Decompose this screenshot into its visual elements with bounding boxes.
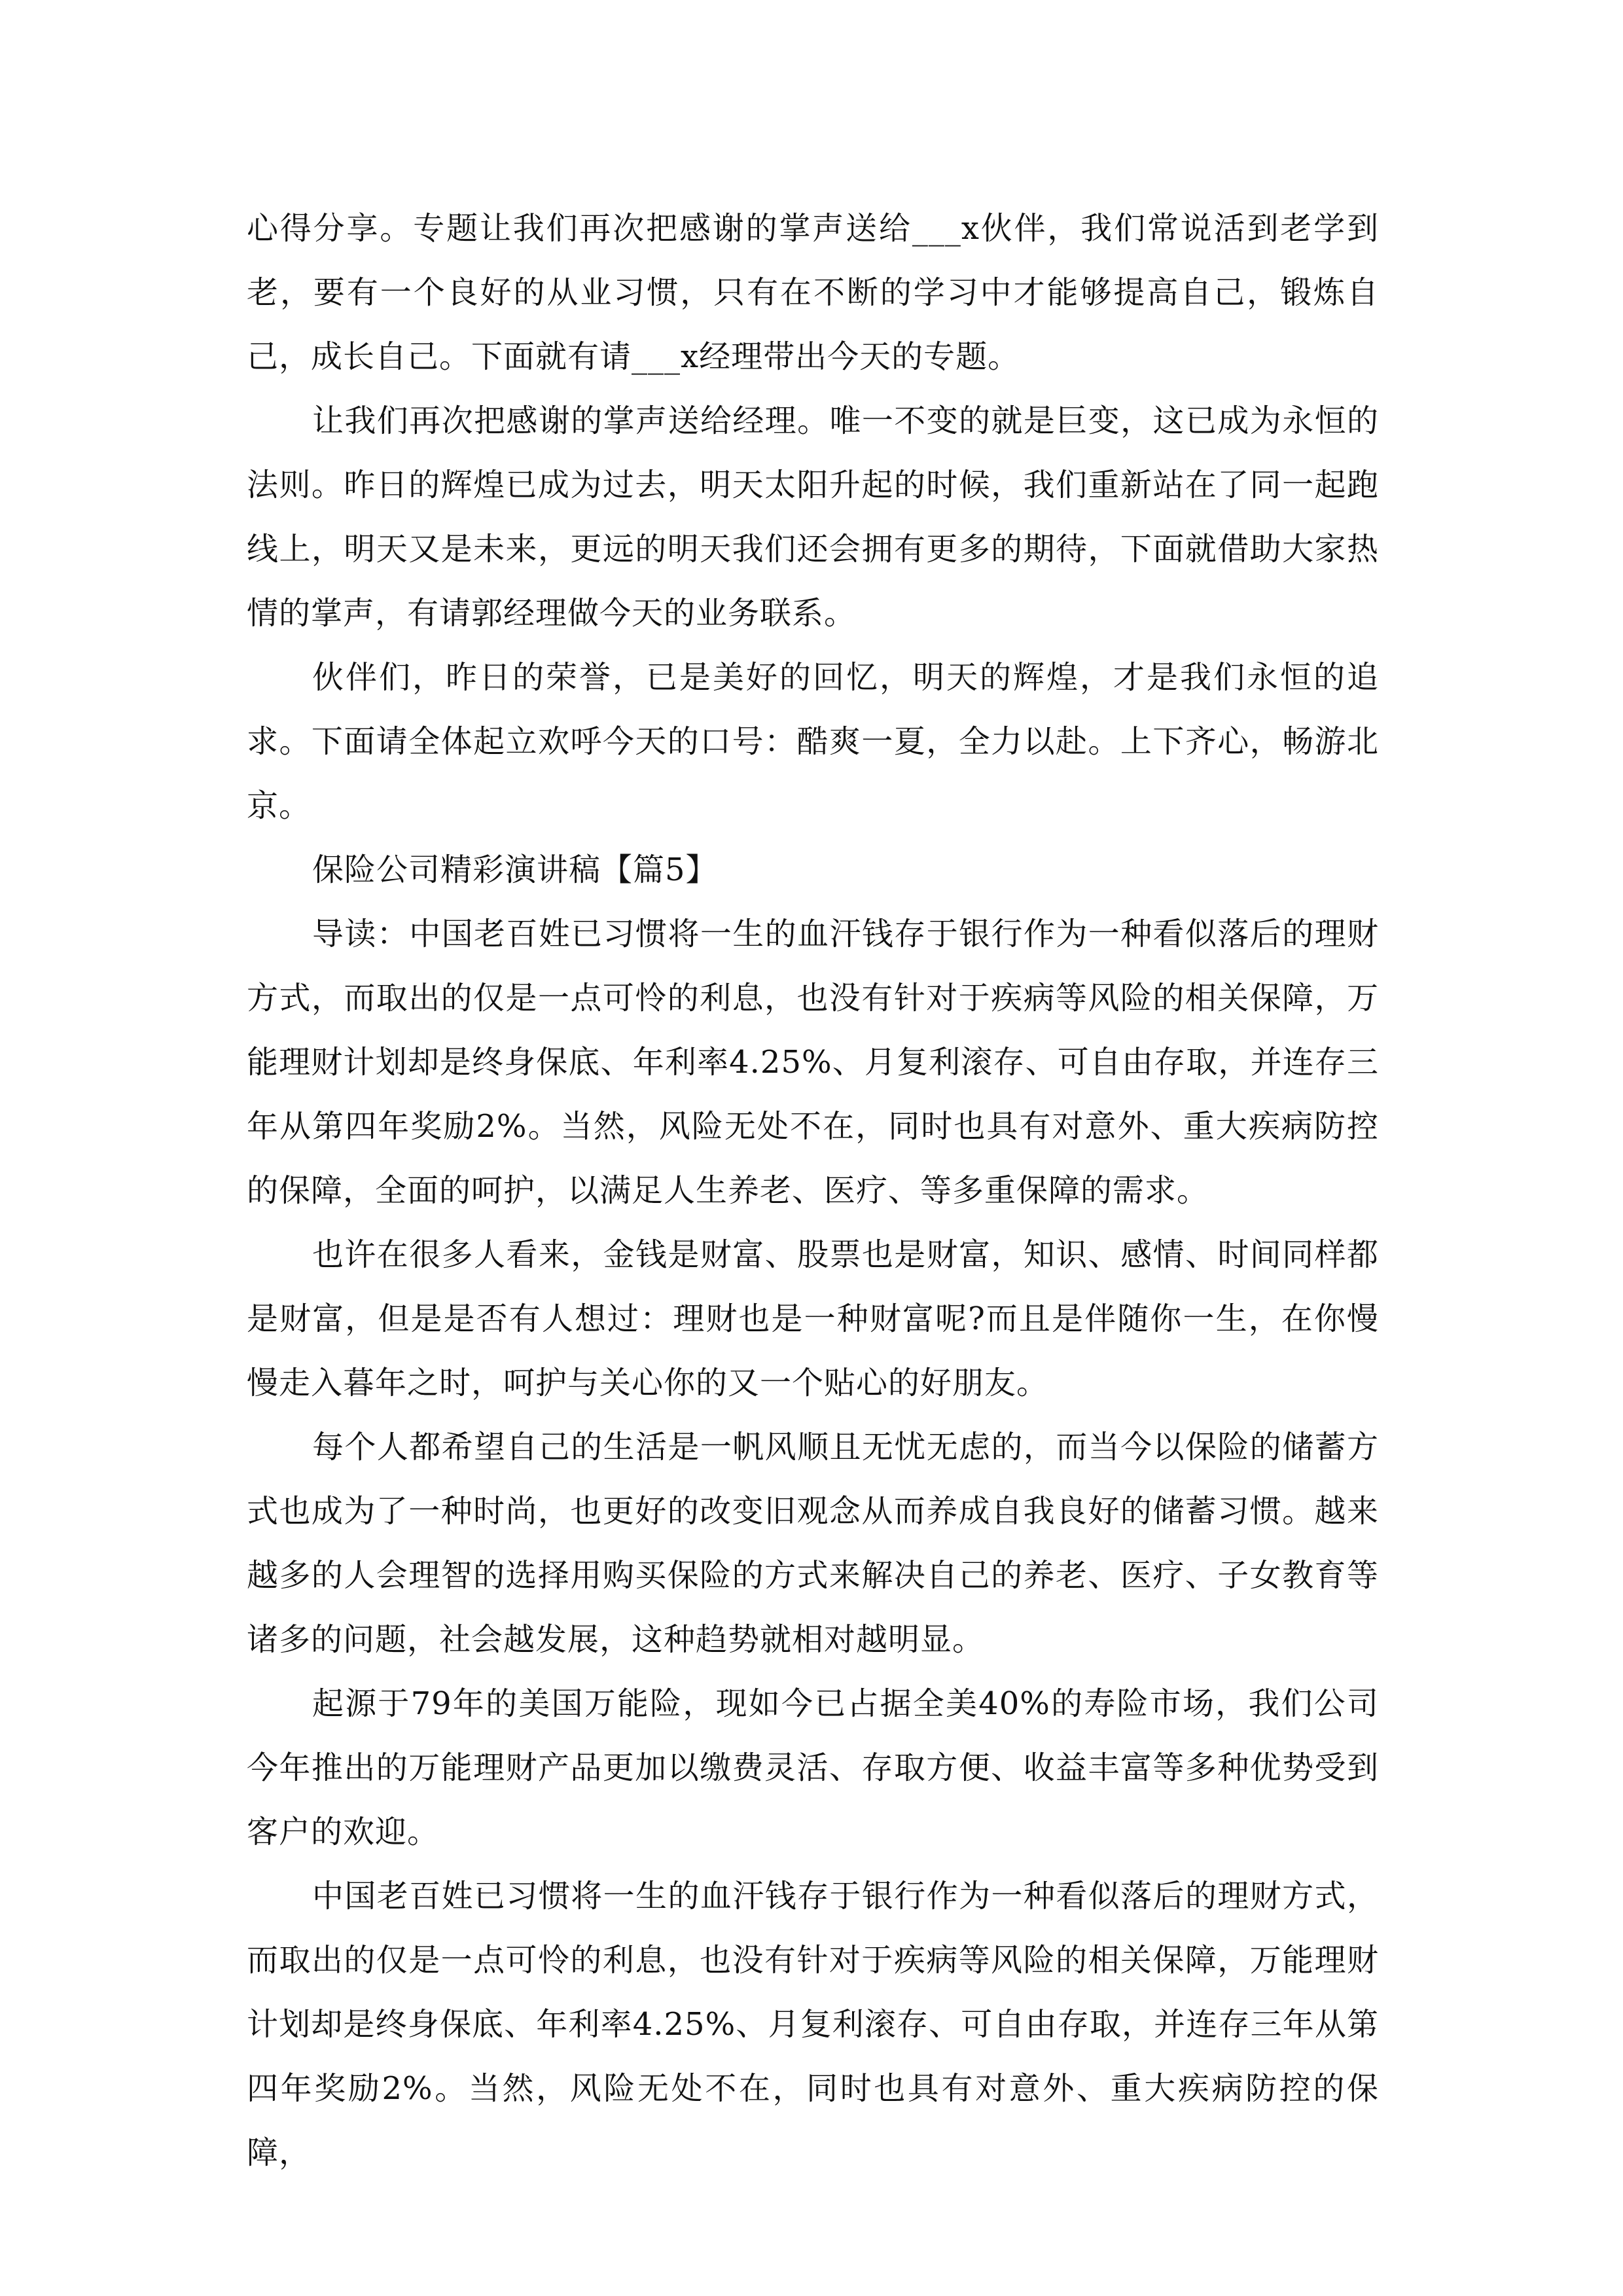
paragraph-1: 心得分享。专题让我们再次把感谢的掌声送给___x伙伴，我们常说活到老学到老，要有一个良好的从业习惯，只有在不断的学习中才能够提高自己，锻炼自己，成长自己。下面就有请___x经理带出今天的专题。 [247, 210, 1379, 375]
section-heading: 保险公司精彩演讲稿【篇5】 [312, 852, 718, 888]
paragraph-3: 伙伴们，昨日的荣誉，已是美好的回忆，明天的辉煌，才是我们永恒的追求。下面请全体起立欢呼今天的口号：酷爽一夏，全力以赴。上下齐心，畅游北京。 [247, 659, 1379, 824]
paragraph-8: 起源于79年的美国万能险，现如今已占据全美40%的寿险市场，我们公司今年推出的万能理财产品更加以缴费灵活、存取方便、收益丰富等多种优势受到客户的欢迎。 [247, 1685, 1379, 1850]
paragraph-7: 每个人都希望自己的生活是一帆风顺且无忧无虑的，而当今以保险的储蓄方式也成为了一种时尚，也更好的改变旧观念从而养成自我良好的储蓄习惯。越来越多的人会理智的选择用购买保险的方式来解决自己的养老、医疗、子女教育等诸多的问题，社会越发展，这种趋势就相对越明显。 [247, 1429, 1379, 1658]
paragraph-intro: 导读：中国老百姓已习惯将一生的血汗钱存于银行作为一种看似落后的理财方式，而取出的仅是一点可怜的利息，也没有针对于疾病等风险的相关保障，万能理财计划却是终身保底、年利率4.25%、月复利滚存、可自由存取，并连存三年从第四年奖励2%。当然，风险无处不在，同时也具有对意外、重大疾病防控的保障，全面的呵护，以满足人生养老、医疗、等多重保障的需求。 [247, 916, 1379, 1209]
document-body [247, 196, 1379, 2185]
paragraph-6: 也许在很多人看来，金钱是财富、股票也是财富，知识、感情、时间同样都是财富，但是是否有人想过：理财也是一种财富呢?而且是伴随你一生，在你慢慢走入暮年之时，呵护与关心你的又一个贴心的好朋友。 [247, 1236, 1379, 1401]
paragraph-9: 中国老百姓已习惯将一生的血汗钱存于银行作为一种看似落后的理财方式，而取出的仅是一点可怜的利息，也没有针对于疾病等风险的相关保障，万能理财计划却是终身保底、年利率4.25%、月复利滚存、可自由存取，并连存三年从第四年奖励2%。当然，风险无处不在，同时也具有对意外、重大疾病防控的保障， [247, 1878, 1379, 2171]
paragraph-2: 让我们再次把感谢的掌声送给经理。唯一不变的就是巨变，这已成为永恒的法则。昨日的辉煌已成为过去，明天太阳升起的时候，我们重新站在了同一起跑线上，明天又是未来，更远的明天我们还会拥有更多的期待，下面就借助大家热情的掌声，有请郭经理做今天的业务联系。 [247, 403, 1379, 632]
